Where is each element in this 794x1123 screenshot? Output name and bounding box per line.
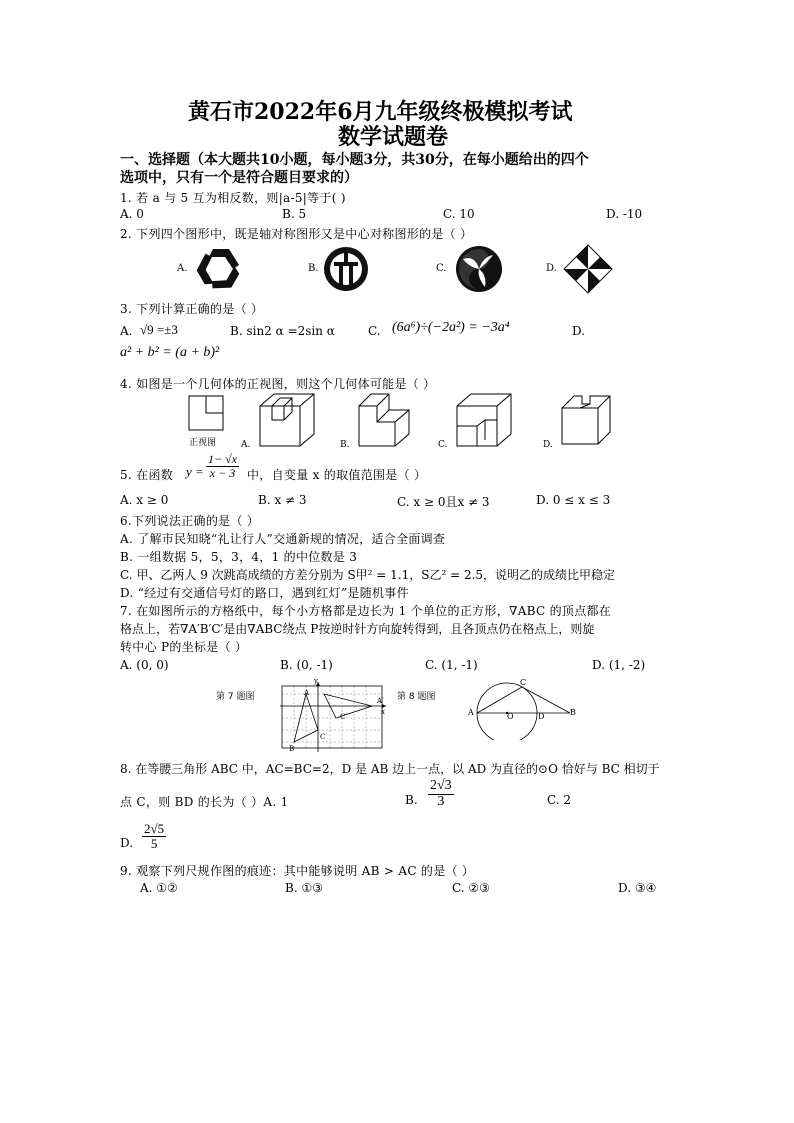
q6-option-c: C. 甲、乙两人 9 次跳高成绩的方差分别为 S甲² = 1.1，S乙² = 2.5，说明乙的成绩比甲稳定 (120, 568, 616, 582)
q8-option-d: D. (120, 836, 134, 850)
q9-stem: 9. 观察下列尺规作图的痕迹：其中能够说明 AB > AC 的是（ ） (120, 864, 475, 878)
q6-option-a: A. 了解市民知晓“礼让行人”交通新规的情况，适合全面调查 (120, 532, 446, 546)
q8-option-b-num: 2√3 (430, 778, 452, 793)
q4-figure-b (357, 392, 417, 448)
q7-line2: 格点上，若∇A′B′C′是由∇ABC绕点 P按逆时针方向旋转得到，且各顶点仍在格点上，则旋 (120, 622, 595, 636)
q8-option-d-den: 5 (150, 835, 158, 851)
q2-option-d: D. (546, 263, 557, 274)
q7-option-a: A. (0, 0) (120, 658, 169, 672)
q2-figure-a (195, 245, 243, 293)
q1-option-c: C. 10 (443, 207, 475, 221)
q5-numerator: 1− √x (208, 452, 238, 466)
q9-option-a: A. ①② (140, 881, 178, 895)
q3-option-c-expr: (6a⁶)÷(−2a²) = −3a⁴ (392, 320, 510, 335)
q3-option-d: D. (572, 324, 586, 338)
q1-option-d: D. -10 (606, 207, 643, 221)
q7-option-b: B. (0, -1) (280, 658, 333, 672)
q3-option-d-expr: a² + b² = (a + b)² (120, 345, 220, 360)
q4-view-label: 正视图 (189, 438, 217, 448)
q8-option-d-num: 2√5 (144, 821, 165, 836)
q2-option-a: A. (177, 263, 188, 274)
q5-fraction (206, 453, 239, 479)
q2-stem: 2. 下列四个图形中，既是轴对称图形又是中心对称图形的是（ ） (120, 227, 473, 241)
q5-denominator: x − 3 (209, 465, 236, 480)
q8-option-d-fraction (142, 822, 166, 850)
fig7-label-y: y (314, 677, 318, 685)
page-subtitle: 数学试题卷 (338, 124, 449, 150)
q8-option-b-den: 3 (437, 793, 445, 809)
fig8-label-c: C (520, 678, 527, 687)
q3-option-a-expr: √9 =±3 (140, 322, 178, 337)
q7-line1: 7. 在如图所示的方格纸中，每个小方格都是边长为 1 个单位的正方形，∇ABC 的顶点都在 (120, 604, 612, 618)
q4-option-b: B. (340, 440, 350, 450)
q4-figure-a (258, 392, 322, 448)
fig8-label-d: D (538, 712, 545, 721)
q5-stem-pre: 5. 在函数 (120, 468, 174, 482)
fig8-label-o: O (507, 712, 514, 721)
fig7-label-ap: A′ (377, 697, 384, 705)
q7-option-d: D. (1, -2) (592, 658, 646, 672)
q4-figure-d (560, 392, 618, 448)
fig8-label: 第 8 题图 (397, 692, 436, 702)
q5-option-a: A. x ≥ 0 (120, 493, 169, 507)
q5-option-d: D. 0 ≤ x ≤ 3 (536, 493, 611, 507)
q5-function-y: y = (186, 464, 204, 479)
q1-option-a: A. 0 (120, 207, 144, 221)
q5-option-c: C. x ≥ 0且x ≠ 3 (397, 495, 490, 509)
q9-option-d: D. ③④ (618, 881, 657, 895)
q9-option-b: B. ①③ (285, 881, 323, 895)
q8-option-c: C. 2 (547, 793, 572, 807)
q5-option-b: B. x ≠ 3 (258, 493, 307, 507)
fig7-label-c: C (320, 733, 326, 741)
q2-figure-c (455, 245, 503, 293)
fig8-label-b: B (570, 708, 576, 717)
q2-option-c: C. (436, 263, 447, 274)
q7-line3: 转中心 P的坐标是（ ） (120, 640, 248, 654)
q9-option-c: C. ②③ (452, 881, 490, 895)
q3-option-a: A. (120, 324, 133, 338)
q2-figure-b (322, 245, 370, 293)
fig7-label: 第 7 题图 (216, 692, 255, 702)
fig7-label-cp: C′ (340, 713, 347, 721)
q2-figure-d (562, 243, 614, 295)
q4-figure-c (455, 392, 515, 448)
fig7-label-a: A (304, 689, 310, 697)
q6-option-b: B. 一组数据 5，5，3，4，1 的中位数是 3 (120, 550, 358, 564)
section-heading-line2: 选项中，只有一个是符合题目要求的） (120, 170, 358, 186)
fig7-grid-figure (280, 680, 388, 752)
q8-option-b: B. (405, 793, 418, 807)
q3-stem: 3. 下列计算正确的是（ ） (120, 302, 264, 316)
fig8-circle-figure (474, 678, 574, 740)
fig7-label-x: x (381, 708, 385, 716)
q5-stem-post: 中，自变量 x 的取值范围是（ ） (247, 468, 427, 482)
q4-front-view (188, 395, 224, 431)
q6-stem: 6.下列说法正确的是（ ） (120, 514, 260, 528)
q4-stem: 4. 如图是一个几何体的正视图，则这个几何体可能是（ ） (120, 377, 436, 391)
q6-option-d: D. “经过有交通信号灯的路口，遇到红灯”是随机事件 (120, 586, 409, 600)
fig7-label-b: B (289, 745, 295, 753)
q4-option-d: D. (543, 440, 553, 450)
q4-option-c: C. (438, 440, 448, 450)
q7-option-c: C. (1, -1) (425, 658, 478, 672)
q8-option-b-fraction (428, 779, 454, 809)
q1-option-b: B. 5 (282, 207, 307, 221)
q2-option-b: B. (308, 263, 319, 274)
q3-option-c: C. (368, 324, 381, 338)
q8-line1: 8. 在等腰三角形 ABC 中，AC=BC=2，D 是 AB 边上一点，以 AD 为直径的⊙O 恰好与 BC 相切于 (120, 762, 660, 776)
q1-stem: 1. 若 a 与 5 互为相反数，则|a-5|等于( ) (120, 191, 346, 205)
q3-option-b: B. sin2 α =2sin α (230, 324, 335, 338)
q8-line2: 点 C，则 BD 的长为（ ）A. 1 (120, 795, 289, 809)
fig8-label-a: A (468, 708, 474, 717)
page-title: 黄石市2022年6月九年级终极模拟考试 (188, 99, 573, 125)
q4-option-a: A. (241, 440, 251, 450)
section-heading-line1: 一、选择题（本大题共10小题，每小题3分，共30分，在每小题给出的四个 (120, 152, 589, 168)
